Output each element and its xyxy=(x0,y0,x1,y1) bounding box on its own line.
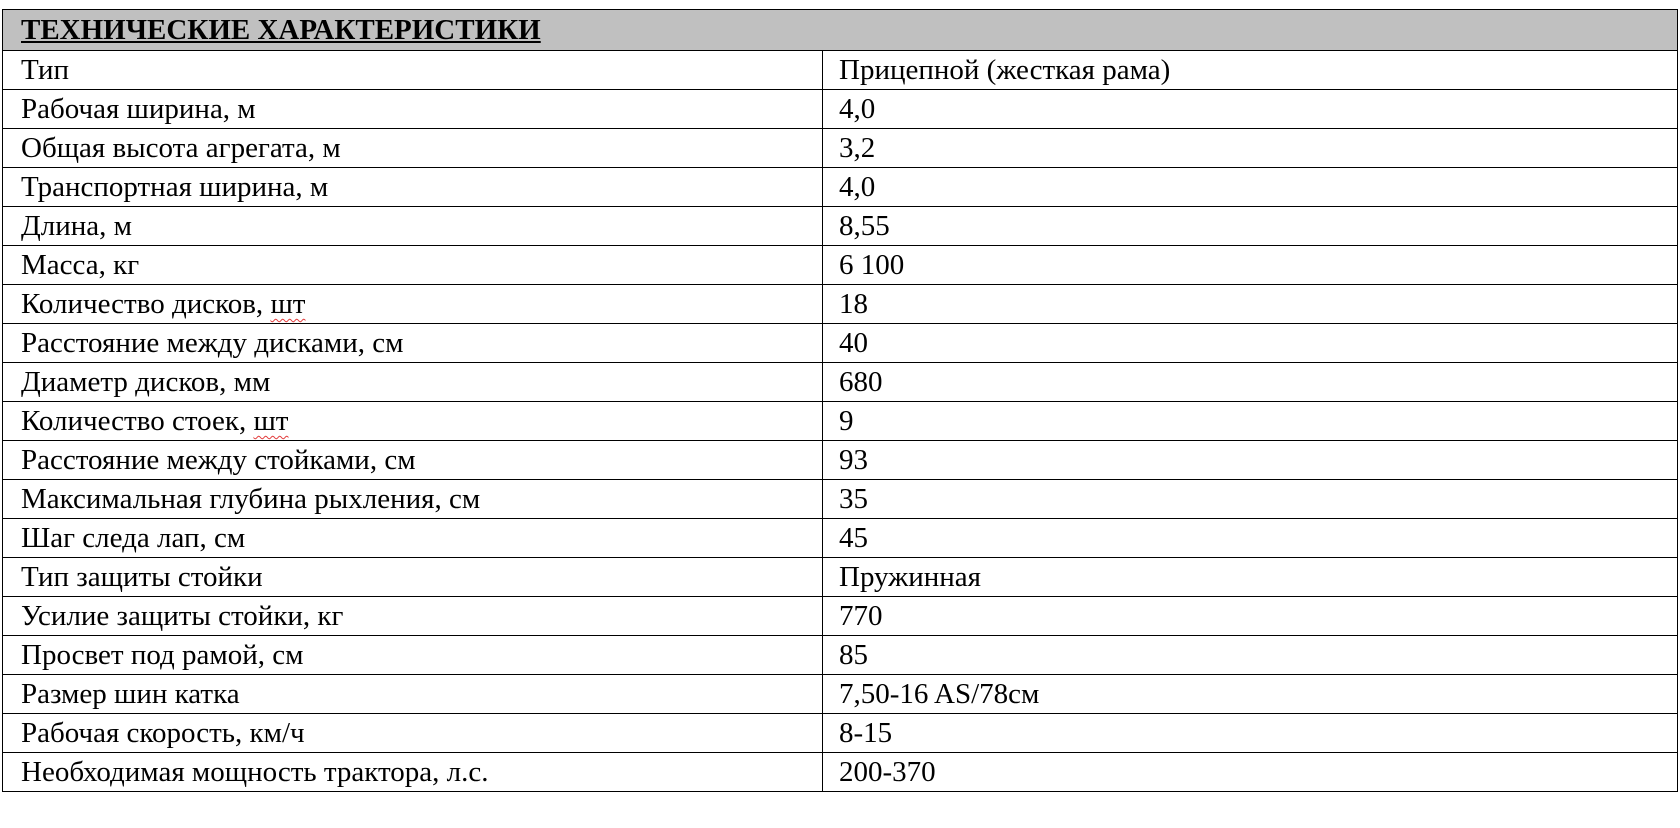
value-cell: Пружинная xyxy=(823,558,1678,597)
table-row xyxy=(3,285,1678,324)
table-row xyxy=(3,714,1678,753)
param-cell: Масса, кг xyxy=(3,246,823,285)
value-cell: 770 xyxy=(823,597,1678,636)
table-row xyxy=(3,480,1678,519)
table-row xyxy=(3,168,1678,207)
table-row xyxy=(3,675,1678,714)
value-cell: 3,2 xyxy=(823,129,1678,168)
param-cell: Шаг следа лап, см xyxy=(3,519,823,558)
param-cell: Тип xyxy=(3,51,823,90)
param-cell: Необходимая мощность трактора, л.с. xyxy=(3,753,823,792)
table-row xyxy=(3,519,1678,558)
spec-table xyxy=(2,9,1678,792)
param-cell: Расстояние между дисками, см xyxy=(3,324,823,363)
table-header-row xyxy=(3,10,1678,51)
param-text: Количество стоек, xyxy=(21,405,254,437)
value-cell: 200-370 xyxy=(823,753,1678,792)
param-cell: Тип защиты стойки xyxy=(3,558,823,597)
value-cell: 7,50-16 AS/78см xyxy=(823,675,1678,714)
value-cell: 40 xyxy=(823,324,1678,363)
param-cell: Просвет под рамой, см xyxy=(3,636,823,675)
value-cell: 93 xyxy=(823,441,1678,480)
value-cell: 9 xyxy=(823,402,1678,441)
param-cell: Транспортная ширина, м xyxy=(3,168,823,207)
param-cell xyxy=(3,402,823,441)
table-row xyxy=(3,753,1678,792)
param-cell: Рабочая ширина, м xyxy=(3,90,823,129)
param-cell: Рабочая скорость, км/ч xyxy=(3,714,823,753)
value-cell: 8,55 xyxy=(823,207,1678,246)
value-cell: 85 xyxy=(823,636,1678,675)
table-row xyxy=(3,597,1678,636)
table-title: ТЕХНИЧЕСКИЕ ХАРАКТЕРИСТИКИ xyxy=(3,10,1678,51)
value-cell: Прицепной (жесткая рама) xyxy=(823,51,1678,90)
param-cell xyxy=(3,285,823,324)
table-row xyxy=(3,207,1678,246)
table-row xyxy=(3,363,1678,402)
table-row xyxy=(3,90,1678,129)
param-cell: Общая высота агрегата, м xyxy=(3,129,823,168)
param-text: Количество дисков, xyxy=(21,288,271,320)
table-row xyxy=(3,441,1678,480)
value-cell: 45 xyxy=(823,519,1678,558)
param-unit-misspelled: шт xyxy=(253,405,289,437)
table-row xyxy=(3,558,1678,597)
table-row xyxy=(3,129,1678,168)
param-unit-misspelled: шт xyxy=(270,288,306,320)
value-cell: 6 100 xyxy=(823,246,1678,285)
param-cell: Размер шин катка xyxy=(3,675,823,714)
param-cell: Расстояние между стойками, см xyxy=(3,441,823,480)
param-cell: Усилие защиты стойки, кг xyxy=(3,597,823,636)
value-cell: 35 xyxy=(823,480,1678,519)
value-cell: 4,0 xyxy=(823,168,1678,207)
param-cell: Диаметр дисков, мм xyxy=(3,363,823,402)
value-cell: 8-15 xyxy=(823,714,1678,753)
value-cell: 680 xyxy=(823,363,1678,402)
param-cell: Длина, м xyxy=(3,207,823,246)
table-row xyxy=(3,402,1678,441)
param-cell: Максимальная глубина рыхления, см xyxy=(3,480,823,519)
table-row xyxy=(3,246,1678,285)
value-cell: 4,0 xyxy=(823,90,1678,129)
value-cell: 18 xyxy=(823,285,1678,324)
table-row xyxy=(3,636,1678,675)
table-row xyxy=(3,324,1678,363)
table-row xyxy=(3,51,1678,90)
